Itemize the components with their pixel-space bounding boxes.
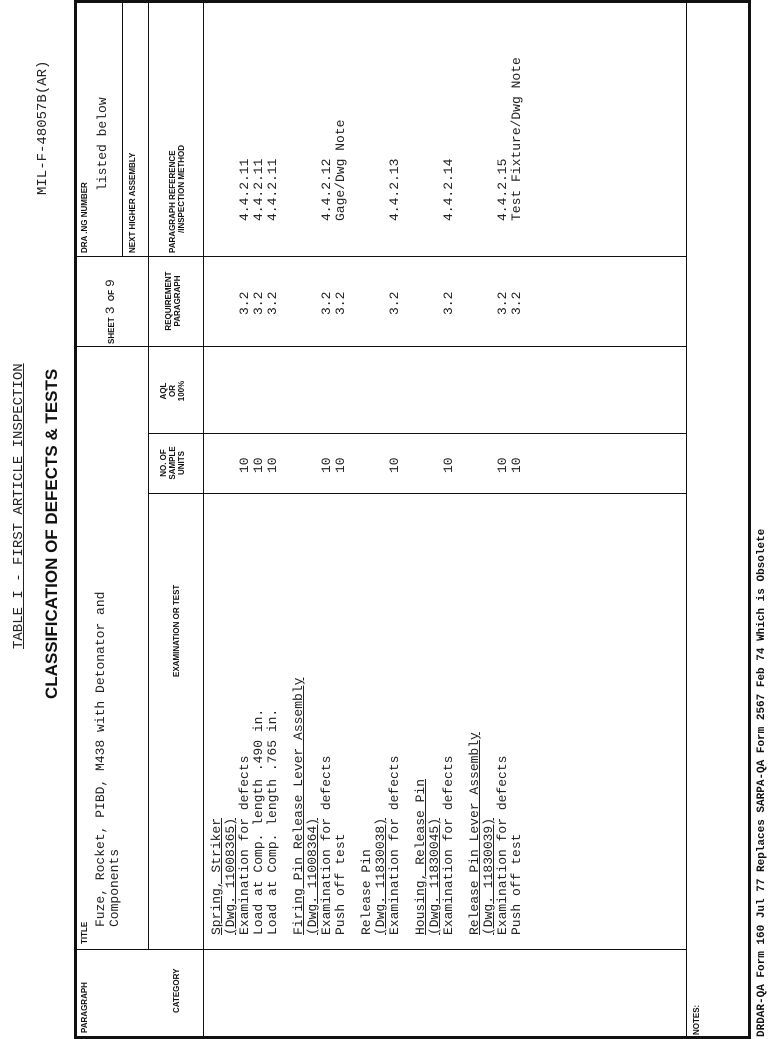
- group-dwg: (Dwg. 11008364): [305, 817, 320, 935]
- label-requirement: REQUIREMENT PARAGRAPH: [164, 271, 182, 331]
- test-row: Examination for defects: [237, 755, 252, 935]
- rule-notes: [686, 0, 687, 1039]
- label-title: TITLE: [80, 921, 89, 944]
- group-header: Release Pin Lever Assembly: [467, 732, 482, 935]
- requirement-column: 3.2 3.2 3.2 3.2 3.2 3.2 3.2 3.2 3.2: [237, 291, 524, 315]
- rule-req: [74, 346, 686, 347]
- form-footer: DRDAR-QA Form 160 Jul 77 Replaces SARPA-QA Form 2567 Feb 74 Which is Obsolete: [756, 528, 768, 1037]
- test-row: Examination for defects: [387, 755, 402, 935]
- rule-paragraph: [203, 949, 204, 1039]
- sheet-indicator: SHEET 3 OF 9: [103, 279, 118, 344]
- rule-ref: [74, 256, 686, 257]
- test-row: Load at Comp. length .765 in.: [265, 708, 280, 935]
- reference-column: 4.4.2.11 4.4.2.11 4.4.2.11 4.4.2.12 Gage/Dwg Note 4.4.2.13 4.4.2.14 4.4.2.15 Test Fixture/Dwg Note: [237, 57, 524, 221]
- group-header: Firing Pin Release Lever Assembly: [291, 677, 306, 935]
- group-dwg: (Dwg. 11830038): [373, 817, 388, 935]
- group-header: Housing, Release Pin: [413, 778, 428, 935]
- test-row: Load at Comp. length .490 in.: [251, 708, 266, 935]
- title-text: Fuze, Rocket, PIBD, M438 with Detonator and Components: [93, 591, 122, 927]
- drawing-value: listed below: [95, 97, 110, 191]
- test-row: Examination for defects: [319, 755, 334, 935]
- label-paragraph: PARAGRAPH: [80, 982, 89, 1033]
- rule-aql: [148, 433, 686, 434]
- label-notes: NOTES:: [692, 1004, 701, 1035]
- label-aql: AQL OR 100%: [159, 380, 186, 402]
- group-header: Spring, Striker: [209, 817, 224, 935]
- test-row: Push off test: [509, 833, 524, 935]
- units-column: 10 10 10 10 10 10 10 10 10: [237, 457, 524, 473]
- test-row: Push off test: [333, 833, 348, 935]
- test-row: Examination for defects: [441, 755, 456, 935]
- label-paragraph-reference: PARAGRAPH REFERENCE /INSPECTION METHOD: [168, 144, 186, 253]
- test-row: Examination for defects: [495, 755, 510, 935]
- rule-drawing: [122, 3, 123, 257]
- table-title: TABLE I - FIRST ARTICLE INSPECTION: [11, 363, 27, 649]
- frame-right: [74, 0, 751, 3]
- label-next-higher-assembly: NEXT HIGHER ASSEMBLY: [128, 152, 137, 253]
- spec-number: MIL-F-48057B(AR): [35, 60, 51, 195]
- examination-column: [210, 678, 524, 935]
- group-dwg: (Dwg. 11830045): [427, 817, 442, 935]
- frame-bottom: [748, 0, 751, 1039]
- label-examination: EXAMINATION OR TEST: [172, 584, 181, 677]
- rule-column-head: [203, 3, 204, 950]
- rule-header: [148, 3, 149, 950]
- rule-category: [74, 949, 686, 950]
- group-dwg: (Dwg. 11008365): [223, 817, 238, 935]
- label-sample-units: NO. OF SAMPLE UNITS: [159, 446, 186, 480]
- frame-top: [74, 0, 77, 1039]
- group-dwg: (Dwg. 11830039): [481, 817, 496, 935]
- label-drawing-number: DRA .NG NUMBER: [80, 182, 89, 253]
- label-category: CATEGORY: [172, 968, 181, 1013]
- page-heading: CLASSIFICATION OF DEFECTS & TESTS: [42, 368, 61, 699]
- rule-units: [148, 493, 686, 494]
- group-header: Release Pin: [359, 849, 374, 935]
